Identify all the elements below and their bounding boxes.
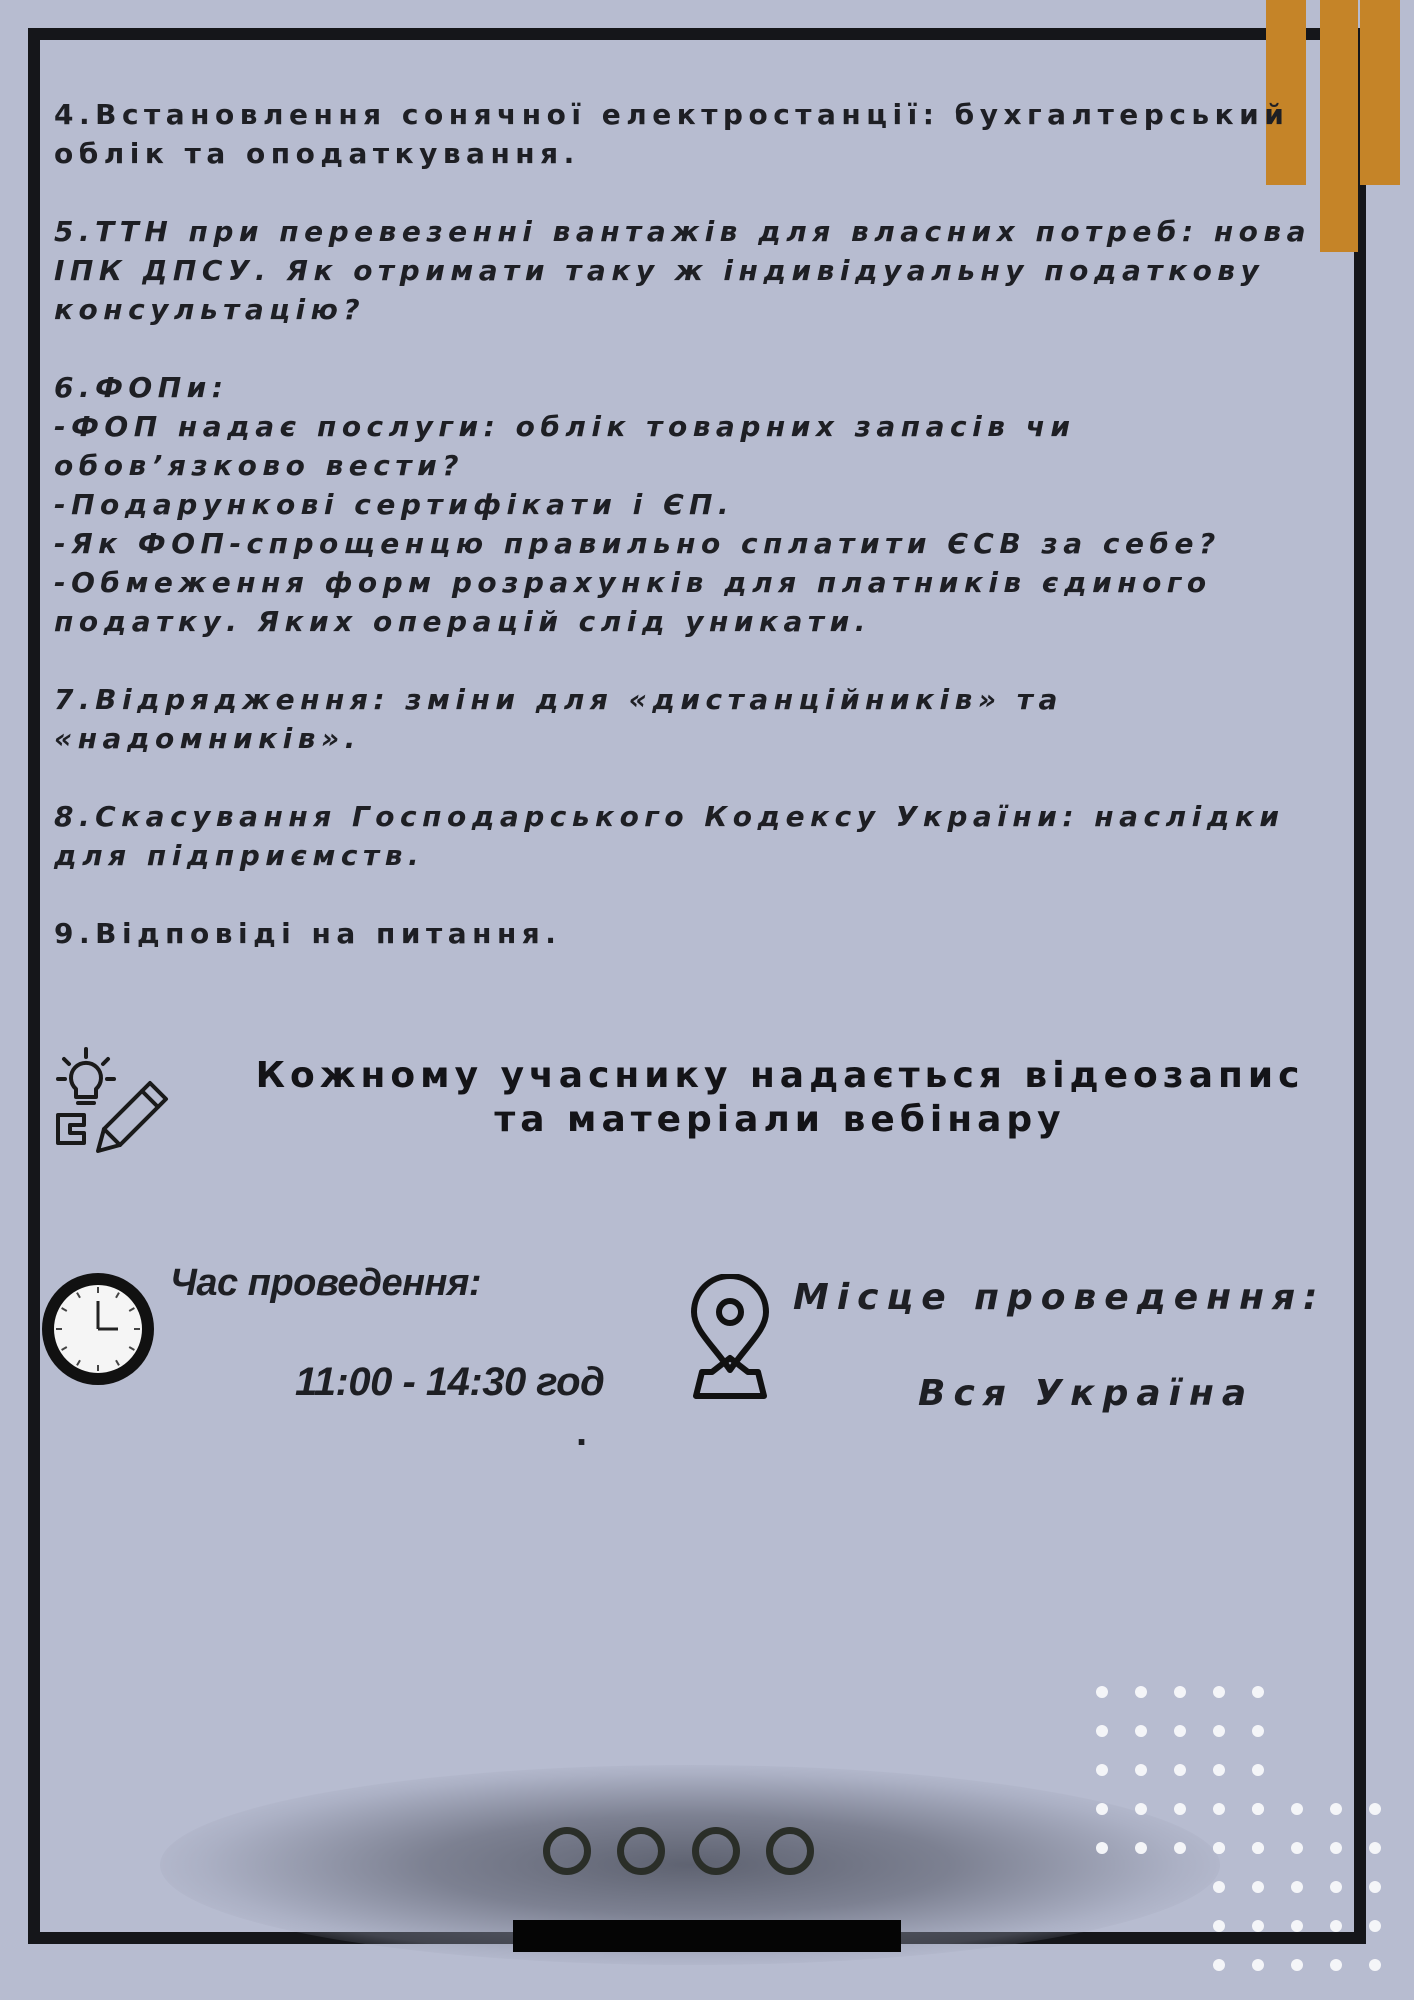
decorative-dot: [1213, 1803, 1225, 1815]
decorative-dot: [1252, 1803, 1264, 1815]
decorative-dot: [1213, 1842, 1225, 1854]
agenda-line: ІПК ДПСУ. Як отримати таку ж індивідуальну податкову: [54, 254, 1265, 287]
agenda-line: -ФОП надає послуги: облік товарних запасів чи: [54, 410, 1076, 443]
agenda-line: 5.ТТН при перевезенні вантажів для власних потреб: нова: [54, 215, 1312, 248]
ring-decoration: [766, 1827, 814, 1875]
decorative-dot: [1330, 1920, 1342, 1932]
decorative-dot: [1369, 1959, 1381, 1971]
agenda-line: -Обмеження форм розрахунків для платників єдиного: [54, 566, 1212, 599]
agenda-item: [54, 914, 1344, 953]
map-pin-icon: [690, 1274, 770, 1402]
decorative-dot: [1174, 1842, 1186, 1854]
orange-accent-bar: [1360, 0, 1400, 185]
decorative-dot: [1252, 1686, 1264, 1698]
bonus-line: та матеріали вебінару: [494, 1099, 1066, 1140]
lightbulb-pencil-icon: [54, 1045, 172, 1157]
decorative-dot: [1330, 1842, 1342, 1854]
agenda-line: «надомників».: [54, 722, 361, 755]
decorative-dot: [1135, 1842, 1147, 1854]
decorative-dot: [1096, 1842, 1108, 1854]
bonus-text: [190, 1054, 1370, 1142]
decorative-dot: [1291, 1959, 1303, 1971]
ring-decoration: [692, 1827, 740, 1875]
decorative-dot: [1213, 1920, 1225, 1932]
ring-decoration: [617, 1827, 665, 1875]
agenda-item: [54, 212, 1344, 329]
place-label: Місце проведення:: [793, 1277, 1326, 1318]
agenda-line: 9.Відповіді на питання.: [54, 917, 562, 950]
decorative-dot: [1330, 1803, 1342, 1815]
decorative-dot: [1291, 1842, 1303, 1854]
agenda-line: для підприємств.: [54, 839, 425, 872]
decorative-dot: [1252, 1881, 1264, 1893]
agenda-line: облік та оподаткування.: [54, 137, 580, 170]
decorative-dot: [1252, 1920, 1264, 1932]
ring-decoration: [543, 1827, 591, 1875]
decorative-dot: [1096, 1686, 1108, 1698]
decorative-dot: [1096, 1764, 1108, 1776]
decorative-dot: [1369, 1881, 1381, 1893]
agenda-list: [54, 95, 1344, 992]
agenda-item: [54, 95, 1344, 173]
decorative-dot: [1096, 1725, 1108, 1737]
bottom-black-bar: [513, 1920, 901, 1952]
agenda-line: -Подарункові сертифікати і ЄП.: [54, 488, 735, 521]
agenda-line: -Як ФОП-спрощенцю правильно сплатити ЄСВ за себе?: [54, 527, 1221, 560]
agenda-line: обов’язково вести?: [54, 449, 464, 482]
agenda-line: 4.Встановлення сонячної електростанції: бухгалтерський: [54, 98, 1290, 131]
agenda-line: 7.Відрядження: зміни для «дистанційників» та: [54, 683, 1063, 716]
decorative-dot: [1174, 1686, 1186, 1698]
time-label: Час проведення:: [170, 1262, 482, 1304]
decorative-dot: [1291, 1881, 1303, 1893]
clock-icon: [42, 1273, 154, 1385]
decorative-dot: [1213, 1686, 1225, 1698]
agenda-line: 6.ФОПи:: [54, 371, 229, 404]
agenda-line: податку. Яких операцій слід уникати.: [54, 605, 871, 638]
decorative-dot: [1369, 1920, 1381, 1932]
decorative-dot: [1291, 1920, 1303, 1932]
agenda-item: [54, 797, 1344, 875]
decorative-dot: [1252, 1764, 1264, 1776]
time-trailing-dot: .: [576, 1410, 588, 1454]
decorative-dot: [1135, 1803, 1147, 1815]
decorative-dot: [1252, 1842, 1264, 1854]
bonus-line: Кожному учаснику надається відеозапис: [255, 1055, 1305, 1096]
agenda-item: [54, 368, 1344, 641]
decorative-dot: [1369, 1842, 1381, 1854]
decorative-dot: [1252, 1959, 1264, 1971]
decorative-dot: [1135, 1725, 1147, 1737]
decorative-dot: [1174, 1764, 1186, 1776]
decorative-dot: [1135, 1686, 1147, 1698]
decorative-dot: [1213, 1725, 1225, 1737]
agenda-line: 8.Скасування Господарського Кодексу України: наслідки: [54, 800, 1285, 833]
decorative-dot: [1330, 1959, 1342, 1971]
agenda-line: консультацію?: [54, 293, 366, 326]
decorative-dot: [1213, 1881, 1225, 1893]
decorative-dot: [1174, 1803, 1186, 1815]
decorative-dot: [1252, 1725, 1264, 1737]
decorative-dot: [1174, 1725, 1186, 1737]
decorative-dot: [1096, 1803, 1108, 1815]
time-value: 11:00 - 14:30 год: [295, 1360, 605, 1404]
decorative-dot: [1369, 1803, 1381, 1815]
agenda-item: [54, 680, 1344, 758]
decorative-dot: [1213, 1764, 1225, 1776]
decorative-dot: [1291, 1803, 1303, 1815]
decorative-dot: [1135, 1764, 1147, 1776]
decorative-dot: [1330, 1881, 1342, 1893]
place-value: Вся Україна: [918, 1373, 1255, 1414]
decorative-dot: [1213, 1959, 1225, 1971]
